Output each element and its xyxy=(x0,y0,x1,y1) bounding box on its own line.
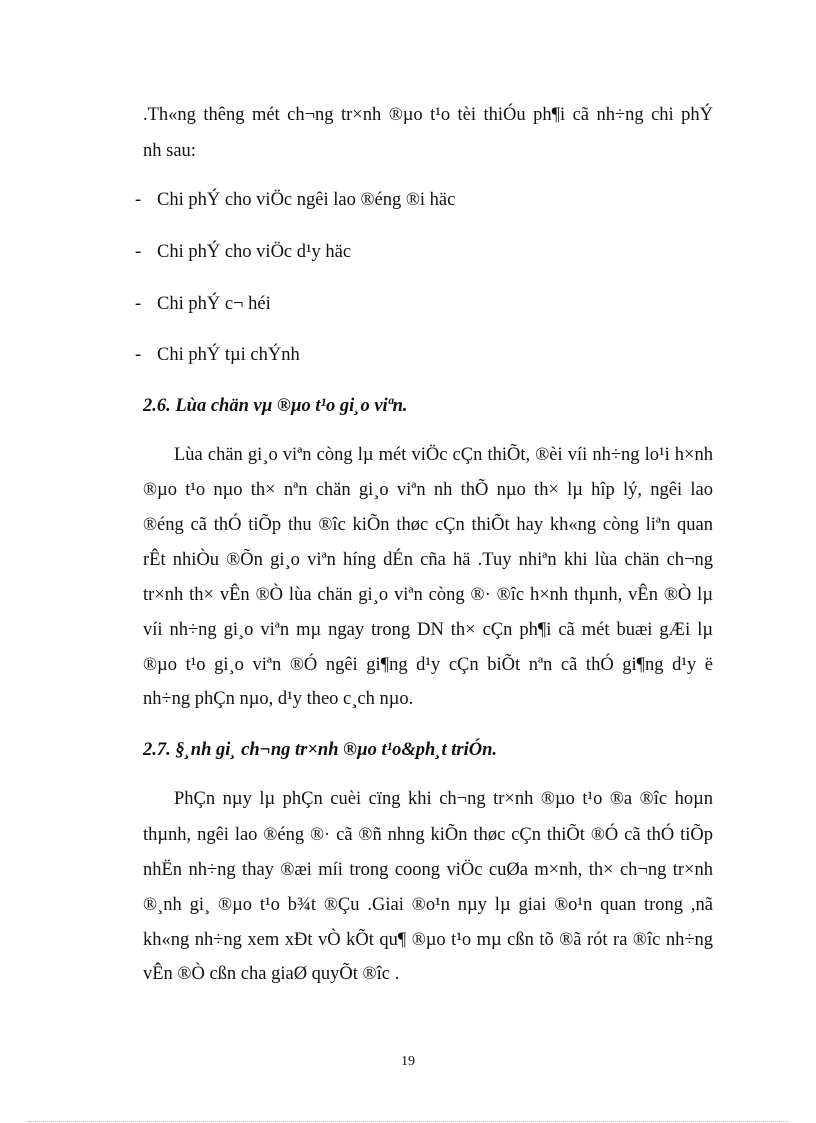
bullet-marker: - xyxy=(135,242,142,262)
section-2-7-line: kh«ng nh÷ng xem xÐt vÒ kÕt qu¶ ®µo t¹o mµ cßn tõ ®ã rót ra ®îc nh÷ng xyxy=(143,930,713,950)
section-2-6-line: ®éng cã thÓ tiÕp thu ®îc kiÕn thøc cÇn thiÕt hay kh«ng còng liªn quan xyxy=(143,515,713,535)
section-2-7-line: PhÇn nµy lµ phÇn cuèi cïng khi ch¬ng tr×nh ®µo t¹o ®a ®îc hoµn xyxy=(174,789,713,809)
section-2-6-line: ®µo t¹o nµo th× nªn chän gi¸o viªn nh thÕ nµo th× lµ hîp lý, ngêi lao xyxy=(143,480,713,500)
section-2-6-line: ®µo t¹o gi¸o viªn ®Ó ngêi gi¶ng d¹y cÇn biÕt nªn cã thÓ gi¶ng d¹y ë xyxy=(143,655,713,675)
section-2-6-line: víi nh÷ng gi¸o viªn mµ ngay trong DN th× cÇn ph¶i cã mét buæi gÆi lµ xyxy=(143,620,713,640)
page-number: 19 xyxy=(401,1054,415,1069)
intro-line-2: nh sau: xyxy=(143,141,196,161)
page-bottom-divider xyxy=(28,1121,788,1122)
section-2-7-line: nhËn nh÷ng thay ®æi míi trong coong viÖc cuØa m×nh, th× ch¬ng tr×nh xyxy=(143,860,713,880)
bullet-marker: - xyxy=(135,294,142,314)
section-2-7-line: ®¸nh gi¸ ®µo t¹o b¾t ®Çu .Giai ®o¹n nµy lµ giai ®o¹n quan trong ,nã xyxy=(143,895,713,915)
bullet-marker: - xyxy=(135,345,142,365)
section-2-6-line: nh÷ng phÇn nµo, d¹y theo c¸ch nµo. xyxy=(143,689,414,709)
section-heading-2-7: 2.7. §¸nh gi¸ ch¬ng tr×nh ®µo t¹o&ph¸t triÓn. xyxy=(143,740,498,760)
section-2-7-line: vÊn ®Ò cßn cha giaØ quyÕt ®îc . xyxy=(143,964,400,984)
section-2-6-line: Lùa chän gi¸o viªn còng lµ mét viÖc cÇn thiÕt, ®èi víi nh÷ng lo¹i h×nh xyxy=(174,445,713,465)
section-2-7-line: thµnh, ngêi lao ®éng ®· cã ®ñ nhng kiÕn thøc cÇn thiÕt ®Ó cã thÓ tiÕp xyxy=(143,825,713,845)
section-2-6-line: tr×nh th× vÊn ®Ò lùa chän gi¸o viªn còng ®· ®îc h×nh thµnh, vÊn ®Ò lµ xyxy=(143,585,713,605)
intro-line-1: .Th«ng thêng mét ch¬ng tr×nh ®µo t¹o tèi thiÓu ph¶i cã nh÷ng chi phÝ xyxy=(143,105,713,125)
bullet-item: Chi phÝ cho viÖc d¹y häc xyxy=(157,242,352,262)
bullet-item: Chi phÝ tµi chÝnh xyxy=(157,345,300,365)
section-heading-2-6: 2.6. Lùa chän vµ ®µo t¹o gi¸o viªn. xyxy=(143,396,408,416)
bullet-marker: - xyxy=(135,190,142,210)
bullet-item: Chi phÝ c¬ héi xyxy=(157,294,271,314)
section-2-6-line: rÊt nhiÒu ®Õn gi¸o viªn híng dÉn cña hä .Tuy nhiªn khi lùa chän ch¬ng xyxy=(143,550,713,570)
bullet-item: Chi phÝ cho viÖc ngêi lao ®éng ®i häc xyxy=(157,190,456,210)
